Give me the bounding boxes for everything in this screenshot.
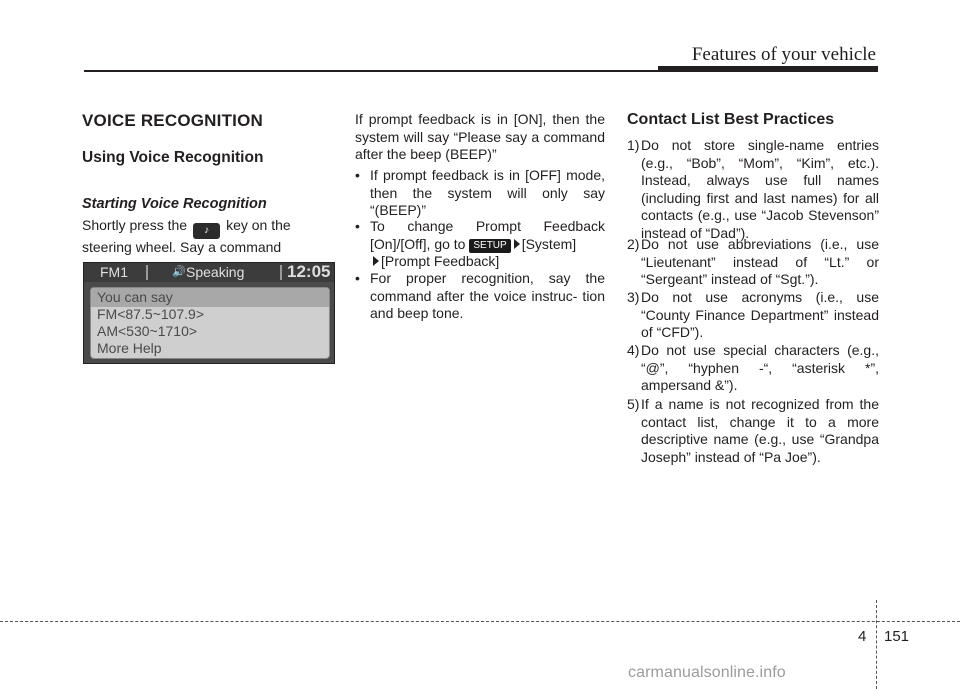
chapter-number: 4	[858, 628, 867, 645]
bullet-text	[355, 218, 605, 271]
screen-status-bar	[84, 263, 334, 282]
list-item	[627, 342, 879, 395]
contact-list-title: Contact List Best Practices	[627, 111, 835, 128]
screen-menu-line: AM<530~1710>	[97, 323, 198, 339]
list-item	[627, 289, 879, 342]
list-text: If a name is not recognized from the contact list, change it to a more descriptive name (e.g., use “Grandpa Joseph” instead of “Pa Joe”).	[641, 396, 879, 465]
bullet-item	[355, 270, 605, 323]
list-item	[627, 236, 879, 289]
page-number: 151	[884, 628, 910, 645]
footer-divider	[876, 600, 877, 689]
section-title: VOICE RECOGNITION	[82, 111, 263, 130]
arrow-right-icon	[373, 256, 379, 266]
footer-rule	[0, 621, 960, 622]
screen-status-label: Speaking	[186, 264, 245, 280]
bullet-text-part: To change Prompt Feedback [On]/[Off], go to	[370, 218, 605, 252]
arrow-right-icon	[514, 239, 520, 249]
talk-key-icon: ♪	[193, 223, 220, 239]
watermark: carmanualsonline.info	[628, 664, 786, 681]
instruction-text-line2: steering wheel. Say a command	[82, 239, 282, 255]
bullet-item	[355, 218, 605, 271]
screen-band-label: FM1	[100, 264, 128, 280]
running-header: Features of your vehicle	[691, 44, 876, 65]
list-number: 1)	[627, 137, 640, 153]
list-item	[627, 396, 879, 466]
screen-menu-panel	[90, 287, 330, 359]
voice-display-screen	[83, 262, 335, 364]
setup-key-icon: SETUP	[469, 239, 510, 253]
start-instruction-paragraph	[82, 217, 334, 257]
header-rule-accent	[658, 66, 878, 72]
bullet-glyph: •	[355, 218, 360, 234]
bullet-glyph: •	[355, 167, 360, 183]
screen-menu-line: FM<87.5~107.9>	[97, 306, 205, 322]
screen-clock: 12:05	[287, 262, 331, 281]
bullet-text: For proper recognition, say the command after the voice instruc- tion and beep tone.	[370, 270, 605, 321]
list-number: 4)	[627, 342, 640, 358]
list-number: 2)	[627, 236, 640, 252]
bullet-text-part: [Prompt Feedback]	[381, 253, 500, 269]
bullet-text: If prompt feedback is in [OFF] mode, then the system will only say “(BEEP)”	[370, 167, 605, 218]
screen-menu-line: More Help	[97, 340, 162, 356]
list-text: Do not use special characters (e.g., “@”, “hyphen -“, “asterisk *”, ampersand &”).	[641, 342, 879, 393]
list-number: 3)	[627, 289, 640, 305]
instruction-text-start: Shortly press the	[82, 217, 188, 233]
screen-divider	[280, 265, 282, 280]
instruction-text-end: key on the	[226, 217, 291, 233]
list-item	[627, 137, 879, 242]
speaker-icon: 🔊	[172, 266, 186, 278]
list-text: Do not use acronyms (i.e., use “County Finance Department” instead of “CFD”).	[641, 289, 879, 340]
bullet-glyph: •	[355, 270, 360, 286]
bullet-item	[355, 167, 605, 220]
prompt-feedback-intro: If prompt feedback is in [ON], then the system will say “Please say a command after the beep (BEEP)”	[355, 111, 605, 162]
screen-menu-line: You can say	[97, 289, 173, 305]
list-text: Do not store single-name entries (e.g., “Bob”, “Mom”, “Kim”, etc.). Instead, always use full names (including first and last names) for all contacts (e.g., use “Jacob Stevenson” instead of “Dad”).	[641, 137, 879, 241]
list-text: Do not use abbreviations (i.e., use “Lieutenant” instead of “Lt.” or “Sergeant” instead of “Sgt.”).	[641, 236, 879, 287]
sub-subsection-title: Starting Voice Recognition	[82, 196, 267, 212]
bullet-text-part: [System]	[521, 235, 577, 252]
subsection-title: Using Voice Recognition	[82, 149, 264, 166]
list-number: 5)	[627, 396, 640, 412]
screen-divider	[146, 265, 148, 280]
